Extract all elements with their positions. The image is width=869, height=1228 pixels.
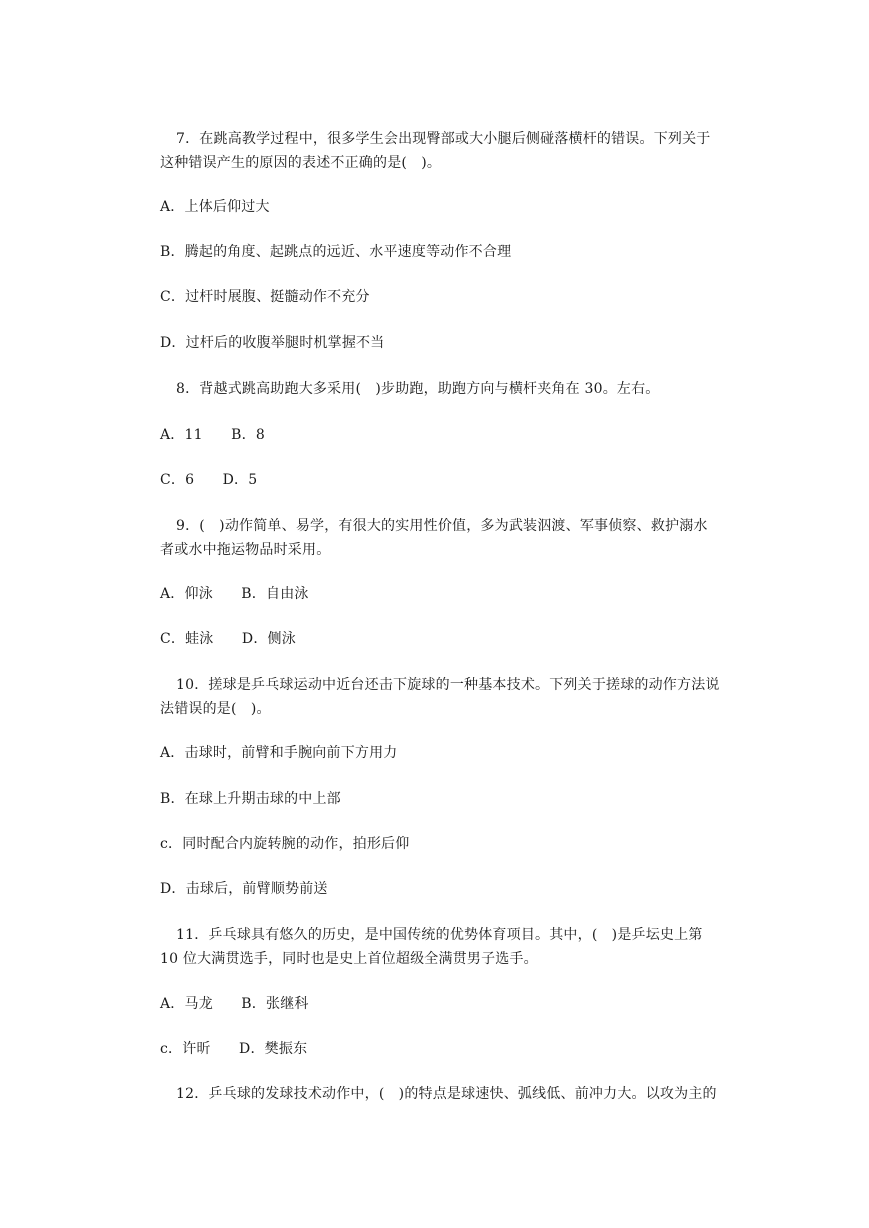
question-11-stem-line-1: 11．乒乓球具有悠久的历史，是中国传统的优势体育项目。其中，( )是乒坛史上第 — [176, 927, 703, 943]
question-8-options-row-1: A．11 B．8 — [160, 427, 265, 443]
question-11-options-row-2: c．许昕 D．樊振东 — [160, 1041, 308, 1057]
question-10-option-d: D．击球后，前臂顺势前送 — [160, 881, 328, 897]
question-9-options-row-1: A．仰泳 B．自由泳 — [160, 586, 309, 602]
question-8-stem-line-1: 8．背越式跳高助跑大多采用( )步助跑，助跑方向与横杆夹角在 30。左右。 — [176, 381, 660, 397]
question-10-option-a: A．击球时，前臂和手腕向前下方用力 — [160, 745, 398, 761]
question-7-option-b: B．腾起的角度、起跳点的远近、水平速度等动作不合理 — [160, 244, 512, 260]
question-10-stem-line-2: 法错误的是( )。 — [160, 701, 271, 717]
question-7-option-c: C．过杆时展腹、挺髓动作不充分 — [160, 289, 370, 305]
question-10-option-c: c．同时配合内旋转腕的动作，拍形后仰 — [160, 836, 410, 852]
question-11-stem-line-2: 10 位大满贯选手，同时也是史上首位超级全满贯男子选手。 — [160, 951, 538, 967]
question-8-options-row-2: C．6 D．5 — [160, 472, 258, 488]
question-9-stem-line-2: 者或水中拖运物品时采用。 — [160, 542, 331, 558]
question-7-stem-line-1: 7．在跳高教学过程中，很多学生会出现臀部或大小腿后侧碰落横杆的错误。下列关于 — [176, 131, 711, 147]
question-12-stem-line-1: 12．乒乓球的发球技术动作中，( )的特点是球速快、弧线低、前冲力大。以攻为主的 — [176, 1086, 717, 1102]
question-11-options-row-1: A．马龙 B．张继科 — [160, 996, 309, 1012]
question-9-options-row-2: C．蛙泳 D．侧泳 — [160, 631, 296, 647]
question-10-option-b: B．在球上升期击球的中上部 — [160, 791, 341, 807]
question-7-stem-line-2: 这种错误产生的原因的表述不正确的是( )。 — [160, 155, 442, 171]
question-9-stem-line-1: 9．( )动作简单、易学，有很大的实用性价值，多为武装泅渡、军事侦察、救护溺水 — [176, 518, 708, 534]
question-7-option-a: A．上体后仰过大 — [160, 199, 270, 215]
question-10-stem-line-1: 10．搓球是乒乓球运动中近台还击下旋球的一种基本技术。下列关于搓球的动作方法说 — [176, 677, 720, 693]
question-7-option-d: D．过杆后的收腹举腿时机掌握不当 — [160, 335, 385, 351]
